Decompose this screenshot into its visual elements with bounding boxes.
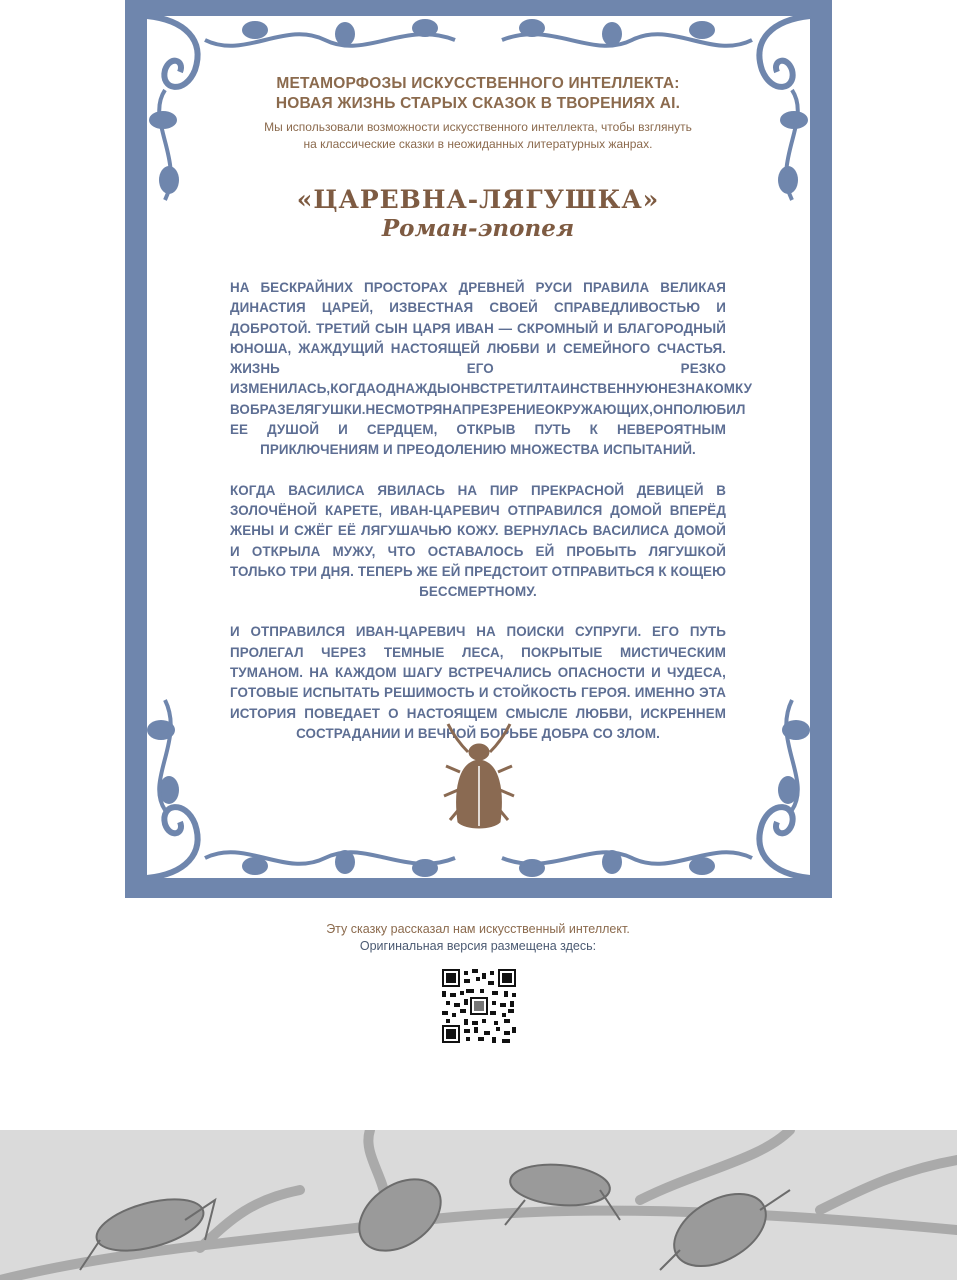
story-text (230, 278, 753, 764)
story-title: «ЦАРЕВНА-ЛЯГУШКА» (296, 185, 660, 214)
series-subtitle-line2: на классические сказки в неожиданных литературных жанрах. (303, 137, 653, 151)
story-paragraph: НА БЕСКРАЙНИХ ПРОСТОРАХ ДРЕВНЕЙ РУСИ ПРАВИЛА ВЕЛИКАЯ ДИНАСТИЯ ЦАРЕЙ, ИЗВЕСТНАЯ СВОЕЙ СПРАВЕДЛИВОСТЬЮ И ДОБРОТОЙ. ТРЕТИЙ СЫН ЦАРЯ ИВАН — СКРОМНЫЙ И БЛАГОРОДНЫЙ ЮНОША, ЖАЖДУЩИЙ НАСТОЯЩЕЙ ЛЮБВИ И СЕМЕЙНОГО СЧАСТЬЯ. ЖИЗНЬ ЕГО РЕЗКО ИЗМЕНИЛАСЬ,КОГДАОДНАЖДЫОНВСТРЕТИЛТАИНСТВЕННУЮНЕЗНАКОМКУ ВОБРАЗЕЛЯГУШКИ.НЕСМОТРЯНАПРЕЗРЕНИЕОКРУЖАЮЩИХ,ОНПОЛЮБИЛ ЕЕ ДУШОЙ И СЕРДЦЕМ, ОТКРЫВ ПУТЬ К НЕВЕРОЯТНЫМ ПРИКЛЮЧЕНИЯМ И ПРЕОДОЛЕНИЮ МНОЖЕСТВА ИСПЫТАНИЙ. (230, 280, 753, 458)
footer-line2: Оригинальная версия размещена здесь: (359, 939, 597, 953)
qr-code-icon[interactable] (442, 969, 516, 1043)
story-genre: Роман-эпопея (381, 215, 575, 242)
story-paragraph: КОГДА ВАСИЛИСА ЯВИЛАСЬ НА ПИР ПРЕКРАСНОЙ ДЕВИЦЕЙ В ЗОЛОЧЁНОЙ КАРЕТЕ, ИВАН-ЦАРЕВИЧ ОТПРАВИЛСЯ ДОМОЙ ВПЕРЁД ЖЕНЫ И СЖЁГ ЕЁ ЛЯГУШАЧЬЮ КОЖУ. ВЕРНУЛАСЬ ВАСИЛИСА ДОМОЙ И ОТКРЫЛА МУЖУ, ЧТО ОСТАВАЛОСЬ ЕЙ ПРОБЫТЬ ЛЯГУШКОЙ ТОЛЬКО ТРИ ДНЯ. ТЕПЕРЬ ЖЕ ЕЙ ПРЕДСТОИТ ОТПРАВИТЬСЯ К КОЩЕЮ БЕССМЕРТНОМУ. (230, 482, 726, 600)
beetles-on-branch-icon (0, 1130, 957, 1280)
series-title (228, 74, 728, 114)
series-subtitle (228, 119, 728, 153)
bottom-illustration (0, 1130, 957, 1280)
series-title-line2: НОВАЯ ЖИЗНЬ СТАРЫХ СКАЗОК В ТВОРЕНИЯХ AI. (275, 95, 681, 112)
footer-line1: Эту сказку рассказал нам искусственный интеллект. (326, 922, 630, 936)
series-title-line1: МЕТАМОРФОЗЫ ИСКУССТВЕННОГО ИНТЕЛЛЕКТА: (276, 75, 680, 92)
series-subtitle-line1: Мы использовали возможности искусственного интеллекта, чтобы взглянуть (264, 120, 692, 134)
header-block (228, 70, 728, 243)
footer-note (228, 921, 728, 955)
beetle-icon (438, 722, 520, 834)
story-paragraph: И ОТПРАВИЛСЯ ИВАН-ЦАРЕВИЧ НА ПОИСКИ СУПРУГИ. ЕГО ПУТЬ ПРОЛЕГАЛ ЧЕРЕЗ ТЕМНЫЕ ЛЕСА, ПОКРЫТЫЕ МИСТИЧЕСКИМ ТУМАНОМ. НА КАЖДОМ ШАГУ ВСТРЕЧАЛИСЬ ОПАСНОСТИ И ЧУДЕСА, ГОТОВЫЕ ИСПЫТАТЬ РЕШИМОСТЬ И СТОЙКОСТЬ ГЕРОЯ. ИМЕННО ЭТА ИСТОРИЯ ПОВЕДАЕТ О НАСТОЯЩЕМ СМЫСЛЕ ЛЮБВИ, ИСКРЕННЕМ СОСТРАДАНИИ И ВЕЧНОЙ БОРЬБЕ ДОБРА СО ЗЛОМ. (230, 624, 726, 741)
